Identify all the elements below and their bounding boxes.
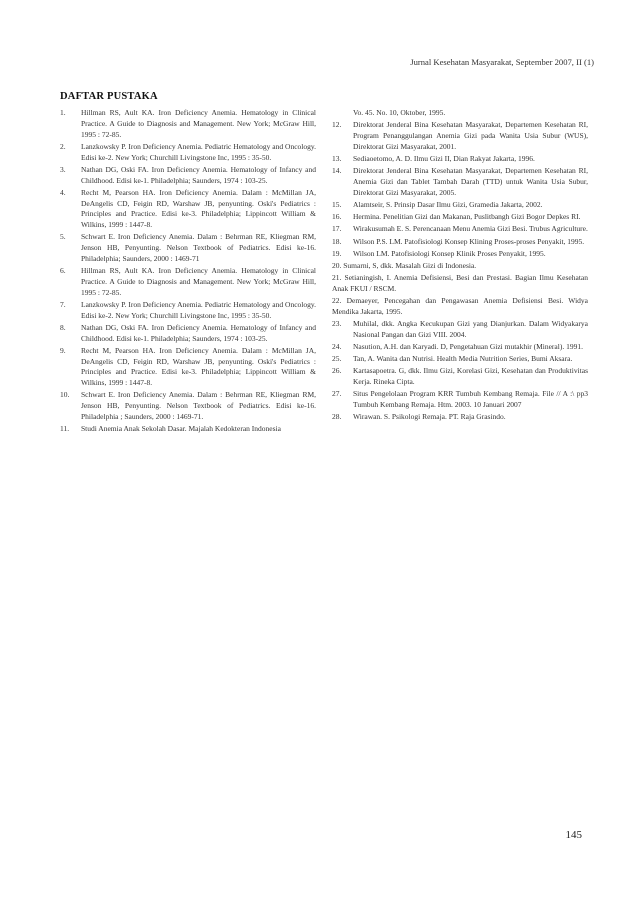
- reference-item: [332, 166, 588, 198]
- reference-number: 2.: [60, 141, 66, 151]
- reference-number: 13.: [332, 153, 342, 163]
- reference-item: [332, 319, 588, 341]
- reference-item: [332, 389, 588, 411]
- reference-text: Schwart E. Iron Deficiency Anemia. Dalam : Behrman RE, Kliegman RM, Jenson HB, Penyunting. Nelson Textbook of Pediatrics. Edisi ke-16. Philadelphia ; Saunders, 2000 : 1469-71.: [81, 390, 316, 422]
- reference-item: [60, 424, 316, 435]
- references-left-column: [60, 108, 316, 436]
- reference-item: [332, 296, 588, 318]
- reference-number: 19.: [332, 248, 342, 258]
- reference-item: [60, 346, 316, 389]
- reference-number: 11.: [60, 424, 70, 434]
- reference-item: [60, 232, 316, 264]
- reference-item: [332, 273, 588, 295]
- reference-text: 20. Sumarni, S, dkk. Masalah Gizi di Indonesia.: [332, 260, 477, 270]
- reference-text: Wilson P.S. LM. Patofisiologi Konsep Klining Proses-proses Penyakit, 1995.: [353, 236, 585, 246]
- reference-item: [332, 224, 588, 235]
- reference-item: [332, 249, 588, 260]
- reference-number: 23.: [332, 319, 342, 329]
- reference-number: 12.: [332, 120, 342, 130]
- reference-number: 8.: [60, 322, 66, 332]
- reference-number: 28.: [332, 412, 342, 422]
- reference-text: Lanzkowsky P. Iron Deficiency Anemia. Pediatric Hematology and Oncology. Edisi ke-2. New York; Churchill Livingstone Inc, 1995 : 35-50.: [81, 299, 316, 320]
- reference-number: 14.: [332, 166, 342, 176]
- reference-item: [60, 266, 316, 298]
- reference-text: 21. Setianingish, I. Anemia Defisiensi, Besi dan Prestasi. Bagian Ilmu Kesehatan Anak FKUI / RSCM.: [332, 273, 588, 293]
- reference-number: 1.: [60, 108, 66, 117]
- reference-number: 9.: [60, 345, 66, 355]
- reference-item: [60, 165, 316, 187]
- reference-number: 27.: [332, 389, 342, 399]
- reference-number: 3.: [60, 164, 66, 174]
- reference-number: [332, 108, 353, 119]
- reference-item: [60, 390, 316, 422]
- reference-text: Hillman RS, Ault KA. Iron Deficiency Anemia. Hematology in Clinical Practice. A Guide to Diagnosis and Management. New York; McGraw Hill, 1995 : 72-85.: [81, 266, 316, 297]
- reference-text: Hillman RS, Ault KA. Iron Deficiency Anemia. Hematology in Clinical Practice. A Guide to Diagnosis and Management. New York; McGraw Hill, 1995 : 72-85.: [81, 108, 316, 139]
- reference-text: Recht M, Pearson HA. Iron Deficiency Anemia. Dalam : McMillan JA, DeAngelis CD, Feigin RD, Warshaw JB, penyunting. Oski's Pediatrics : Principles and Practice. Edisi ke-3. Philadelphia; Lippincott William & Wilkins, 1999 : 1447-8.: [81, 187, 316, 230]
- reference-text: Hermina. Penelitian Gizi dan Makanan, Puslitbangh Gizi Bogor Depkes RI.: [353, 212, 581, 222]
- reference-text: Wilson LM. Patofisiologi Konsep Klinik Proses Penyakit, 1995.: [353, 248, 546, 258]
- reference-text: Direktorat Jenderal Bina Kesehatan Masyarakat, Departemen Kesehatan RI, Program Penanggulangan Anemia Gizi pada Wanita Usia Subur (WUS), Direktorat Gizi Masyarakat, 2001.: [353, 120, 588, 151]
- reference-number: 6.: [60, 266, 66, 276]
- reference-text: Tan, A. Wanita dan Nutrisi. Health Media Nutrition Series, Bumi Aksara.: [353, 354, 573, 364]
- reference-item: [332, 342, 588, 353]
- reference-text: Situs Pengelolaan Program KRR Tumbuh Kembang Remaja. File // A :\ pp3 Tumbuh Kembang Remaja. Htm. 2003. 10 Januari 2007: [353, 389, 588, 410]
- reference-text: 22. Demaeyer, Pencegahan dan Pengawasan Anemia Defisiensi Besi. Widya Mendika Jakarta, 1995.: [332, 296, 588, 316]
- reference-item: [60, 300, 316, 322]
- reference-item: [332, 412, 588, 423]
- reference-item: [332, 354, 588, 365]
- reference-item: [60, 108, 316, 140]
- reference-text: Kartasapoetra. G, dkk. Ilmu Gizi, Korelasi Gizi, Kesehatan dan Produktivitas Kerja. Rineka Cipta.: [353, 366, 588, 387]
- reference-number: 15.: [332, 199, 342, 209]
- reference-text: Studi Anemia Anak Sekolah Dasar. Majalah Kedokteran Indonesia: [81, 424, 281, 434]
- reference-number: 16.: [332, 212, 342, 222]
- reference-text: Alamtseir, S. Prinsip Dasar Ilmu Gizi, Gramedia Jakarta, 2002.: [353, 199, 543, 209]
- reference-number: 25.: [332, 354, 342, 364]
- reference-text: Vo. 45. No. 10, Oktober, 1995.: [353, 108, 446, 117]
- reference-item: [60, 323, 316, 345]
- reference-text: Recht M, Pearson HA. Iron Deficiency Anemia. Dalam : McMillan JA, DeAngelis CD, Feigin RD, Warshaw JB, penyunting. Oski's Pediatrics : Principles and Practice. Edisi ke-3. Philadelphia; Lippincott William & Wilkins, 1999 : 1447-8.: [81, 345, 316, 388]
- reference-item: [332, 237, 588, 248]
- reference-item: [332, 120, 588, 152]
- reference-item: [332, 108, 588, 119]
- reference-item: [332, 212, 588, 223]
- reference-text: Muhilal, dkk. Angka Kecukupan Gizi yang Dianjurkan. Dalam Widyakarya Nasional Pangan dan Gizi VIII. 2004.: [353, 319, 588, 339]
- reference-number: 4.: [60, 187, 66, 197]
- reference-number: 18.: [332, 236, 342, 246]
- reference-text: Nathan DG, Oski FA. Iron Deficiency Anemia. Hematology of Infancy and Childhood. Edisi ke-1. Philadelphia; Saunders, 1974 : 103-25.: [81, 322, 316, 343]
- references-right-column: [332, 108, 588, 425]
- reference-number: 26.: [332, 366, 342, 376]
- reference-text: Nathan DG, Oski FA. Iron Deficiency Anemia. Hematology of Infancy and Childhood. Edisi ke-1. Philadelphia; Saunders, 1974 : 103-25.: [81, 164, 316, 185]
- reference-item: [332, 261, 588, 272]
- reference-number: 10.: [60, 390, 70, 400]
- reference-text: Lanzkowsky P. Iron Deficiency Anemia. Pediatric Hematology and Oncology. Edisi ke-2. New York; Churchill Livingstone Inc, 1995 : 35-50.: [81, 141, 316, 162]
- journal-header: Jurnal Kesehatan Masyarakat, September 2007, II (1): [410, 57, 594, 67]
- reference-item: [332, 154, 588, 165]
- reference-number: 5.: [60, 232, 66, 242]
- reference-number: 24.: [332, 342, 342, 352]
- section-title: DAFTAR PUSTAKA: [60, 91, 158, 102]
- reference-number: 7.: [60, 299, 66, 309]
- reference-item: [60, 188, 316, 231]
- reference-text: Sediaoetomo, A. D. Ilmu Gizi II, Dian Rakyat Jakarta, 1996.: [353, 153, 535, 163]
- reference-text: Schwart E. Iron Deficiency Anemia. Dalam : Behrman RE, Kliegman RM, Jenson HB, Penyunting. Nelson Textbook of Pediatrics. Edisi ke-16. Philadelphia; Saunders, 2000 : 1469-71: [81, 232, 316, 263]
- reference-number: 17.: [332, 224, 342, 234]
- reference-text: Nasution, A.H. dan Karyadi. D, Pengetahuan Gizi mutakhir (Mineral). 1991.: [353, 342, 583, 352]
- reference-text: Wirakusumah E. S. Perencanaan Menu Anemia Gizi Besi. Trubus Agriculture.: [353, 224, 588, 234]
- reference-item: [332, 200, 588, 211]
- reference-item: [60, 142, 316, 164]
- page-number: 145: [565, 829, 582, 841]
- reference-text: Direktorat Jenderal Bina Kesehatan Masyarakat, Departemen Kesehatan RI, Anemia Gizi dan Tablet Tambah Darah (TTD) untuk Wanita Usia Subur, Direktorat Gizi Masyarakat, 2005.: [353, 166, 588, 197]
- reference-text: Wirawan. S. Psikologi Remaja. PT. Raja Grasindo.: [353, 412, 506, 422]
- reference-item: [332, 366, 588, 388]
